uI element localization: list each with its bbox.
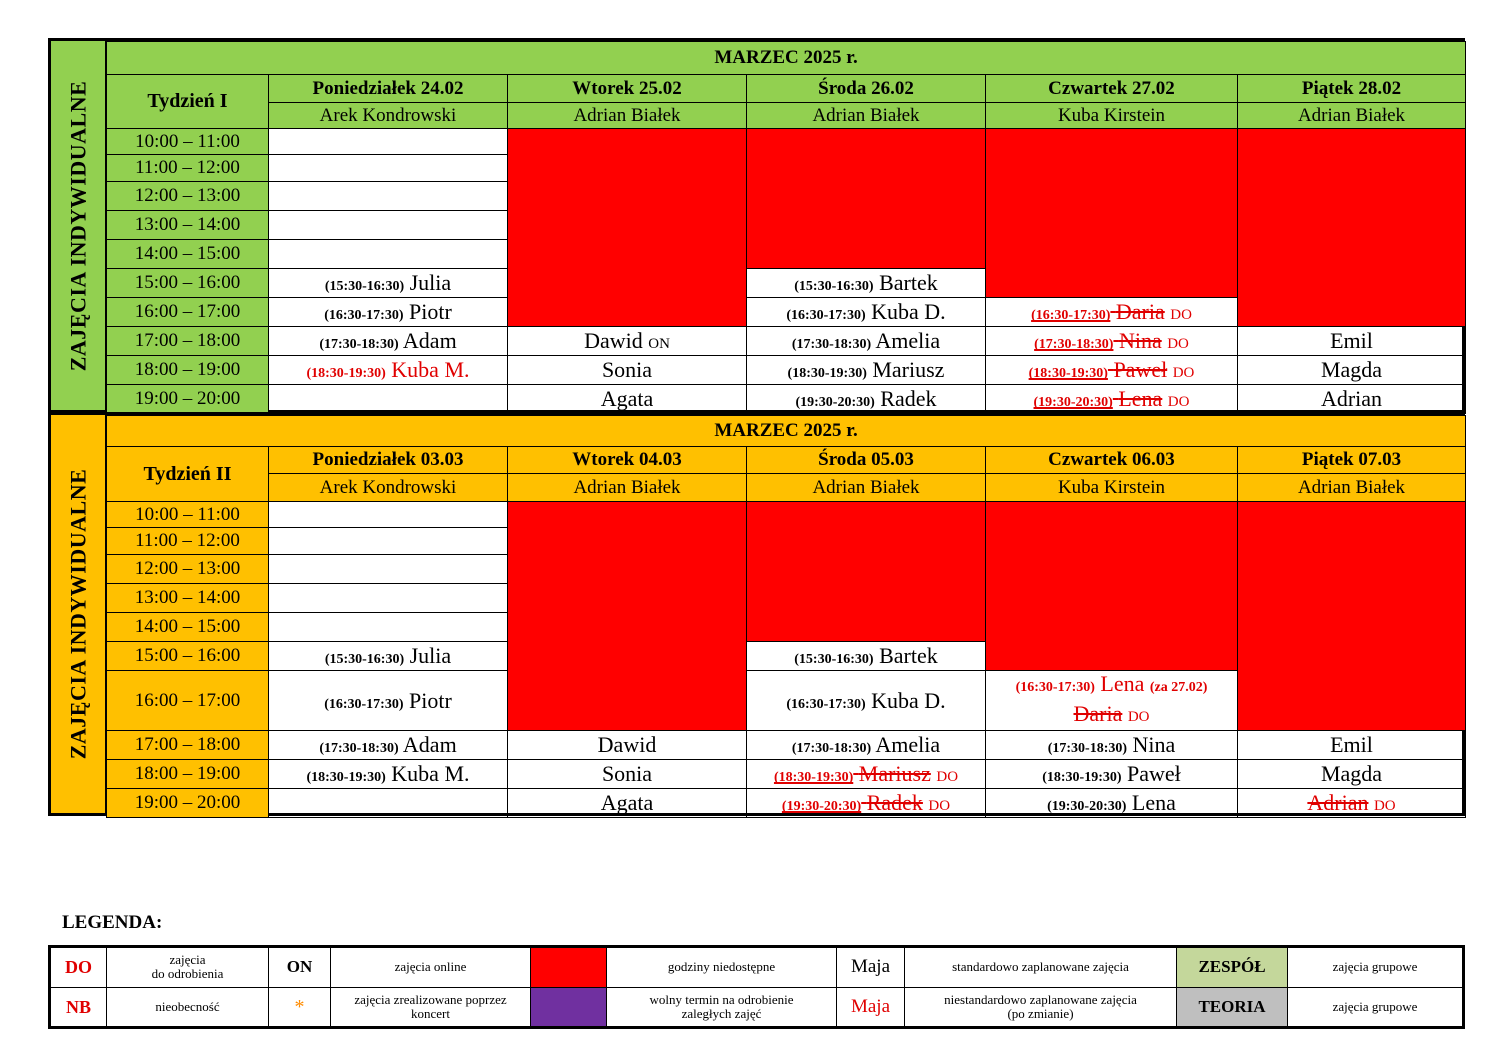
cancelled-lesson-cell: (19:30-20:30) Lena DO	[986, 385, 1238, 414]
lesson-cell: (16:30-17:30) Kuba D.	[747, 671, 986, 731]
teacher-name: Adrian Białek	[1238, 474, 1466, 502]
lesson-cell: (15:30-16:30) Bartek	[747, 269, 986, 298]
unavailable-block	[747, 502, 986, 642]
legend-do-code: DO	[50, 947, 107, 988]
unavailable-block	[1238, 129, 1466, 327]
legend-on-desc: zajęcia online	[331, 947, 531, 988]
lesson-cell: (15:30-16:30) Bartek	[747, 642, 986, 671]
legend-do-desc: zajęcia do odrobienia	[107, 947, 269, 988]
legend-maja-standard: Maja	[837, 947, 905, 988]
time-slot: 10:00 – 11:00	[107, 502, 269, 528]
legend-maja-changed-desc: niestandardowo zaplanowane zajęcia (po zmianie)	[905, 987, 1177, 1028]
time-slot: 13:00 – 14:00	[107, 584, 269, 613]
legend-title: LEGENDA:	[62, 912, 163, 933]
empty-slot	[269, 789, 508, 818]
lesson-cell: (17:30-18:30) Amelia	[747, 327, 986, 356]
lesson-cell: (17:30-18:30) Nina	[986, 731, 1238, 760]
legend-star-icon: *	[269, 987, 331, 1028]
day-header: Poniedziałek 24.02	[269, 75, 508, 103]
week-label: Tydzień I	[107, 75, 269, 129]
month-header: MARZEC 2025 r.	[107, 42, 1466, 75]
day-header: Czwartek 27.02	[986, 75, 1238, 103]
legend-on-code: ON	[269, 947, 331, 988]
teacher-name: Kuba Kirstein	[986, 103, 1238, 129]
legend-maja-changed: Maja	[837, 987, 905, 1028]
empty-slot	[269, 555, 508, 584]
time-slot: 10:00 – 11:00	[107, 129, 269, 155]
time-slot: 12:00 – 13:00	[107, 555, 269, 584]
month-header: MARZEC 2025 r.	[107, 416, 1466, 447]
day-header: Piątek 28.02	[1238, 75, 1466, 103]
empty-slot	[269, 240, 508, 269]
time-slot: 18:00 – 19:00	[107, 356, 269, 385]
unavailable-block	[986, 129, 1238, 298]
empty-slot	[269, 613, 508, 642]
teacher-name: Arek Kondrowski	[269, 103, 508, 129]
time-slot: 17:00 – 18:00	[107, 731, 269, 760]
time-slot: 12:00 – 13:00	[107, 182, 269, 211]
lesson-cell: (16:30-17:30) Piotr	[269, 671, 508, 731]
empty-slot	[269, 182, 508, 211]
week-label: Tydzień II	[107, 447, 269, 502]
legend-unavailable-desc: godziny niedostępne	[607, 947, 837, 988]
lesson-cell: Magda	[1238, 356, 1466, 385]
day-header: Piątek 07.03	[1238, 447, 1466, 474]
lesson-cell: (16:30-17:30) Piotr	[269, 298, 508, 327]
unavailable-block	[508, 129, 747, 327]
legend-table	[48, 945, 1465, 1029]
day-header: Wtorek 04.03	[508, 447, 747, 474]
day-header: Czwartek 06.03	[986, 447, 1238, 474]
empty-slot	[269, 129, 508, 155]
cancelled-lesson-cell: (18:30-19:30) Paweł DO	[986, 356, 1238, 385]
lesson-cell: (18:30-19:30) Kuba M.	[269, 760, 508, 789]
lesson-cell: (18:30-19:30) Paweł	[986, 760, 1238, 789]
day-header: Środa 05.03	[747, 447, 986, 474]
unavailable-block	[508, 502, 747, 731]
lesson-cell: (16:30-17:30) Kuba D.	[747, 298, 986, 327]
lesson-cell: Agata	[508, 385, 747, 414]
lesson-cell: (18:30-19:30) Mariusz	[747, 356, 986, 385]
cancelled-lesson-cell: Adrian DO	[1238, 789, 1466, 818]
legend-teoria-desc: zajęcia grupowe	[1288, 987, 1464, 1028]
schedule-table	[106, 41, 1466, 414]
time-slot: 17:00 – 18:00	[107, 327, 269, 356]
time-slot: 18:00 – 19:00	[107, 760, 269, 789]
lesson-cell: Emil	[1238, 731, 1466, 760]
side-label: ZAJĘCIA INDYWIDUALNE	[51, 415, 106, 813]
legend-free-desc: wolny termin na odrobienie zaległych zajęć	[607, 987, 837, 1028]
lesson-cell: (17:30-18:30) Amelia	[747, 731, 986, 760]
teacher-name: Adrian Białek	[747, 474, 986, 502]
unavailable-block	[747, 129, 986, 269]
legend-nb-desc: nieobecność	[107, 987, 269, 1028]
legend-free-swatch	[531, 987, 607, 1028]
unavailable-block	[986, 502, 1238, 671]
legend-zespol-desc: zajęcia grupowe	[1288, 947, 1464, 988]
changed-lesson-cell: (16:30-17:30) Lena (za 27.02) Daria DO	[986, 671, 1238, 731]
changed-lesson-cell: (18:30-19:30) Kuba M.	[269, 356, 508, 385]
legend-zespol: ZESPÓŁ	[1177, 947, 1288, 988]
lesson-cell: Agata	[508, 789, 747, 818]
teacher-name: Arek Kondrowski	[269, 474, 508, 502]
time-slot: 16:00 – 17:00	[107, 671, 269, 731]
time-slot: 14:00 – 15:00	[107, 613, 269, 642]
schedule-table	[106, 415, 1466, 818]
lesson-cell: Sonia	[508, 760, 747, 789]
time-slot: 11:00 – 12:00	[107, 528, 269, 555]
lesson-cell: Emil	[1238, 327, 1466, 356]
teacher-name: Kuba Kirstein	[986, 474, 1238, 502]
empty-slot	[269, 502, 508, 528]
lesson-cell: (19:30-20:30) Lena	[986, 789, 1238, 818]
lesson-cell: (15:30-16:30) Julia	[269, 269, 508, 298]
time-slot: 19:00 – 20:00	[107, 789, 269, 818]
time-slot: 13:00 – 14:00	[107, 211, 269, 240]
cancelled-lesson-cell: (16:30-17:30) Daria DO	[986, 298, 1238, 327]
time-slot: 15:00 – 16:00	[107, 269, 269, 298]
time-slot: 15:00 – 16:00	[107, 642, 269, 671]
empty-slot	[269, 155, 508, 182]
day-header: Środa 26.02	[747, 75, 986, 103]
empty-slot	[269, 211, 508, 240]
cancelled-lesson-cell: (17:30-18:30) Nina DO	[986, 327, 1238, 356]
day-header: Poniedziałek 03.03	[269, 447, 508, 474]
lesson-cell: Sonia	[508, 356, 747, 385]
legend-star-desc: zajęcia zrealizowane poprzez koncert	[331, 987, 531, 1028]
empty-slot	[269, 385, 508, 414]
empty-slot	[269, 584, 508, 613]
lesson-cell: (19:30-20:30) Radek	[747, 385, 986, 414]
lesson-cell: Magda	[1238, 760, 1466, 789]
legend-unavailable-swatch	[531, 947, 607, 988]
cancelled-lesson-cell: (18:30-19:30) Mariusz DO	[747, 760, 986, 789]
teacher-name: Adrian Białek	[508, 103, 747, 129]
legend-maja-desc: standardowo zaplanowane zajęcia	[905, 947, 1177, 988]
empty-slot	[269, 528, 508, 555]
lesson-cell: Adrian	[1238, 385, 1466, 414]
unavailable-block	[1238, 502, 1466, 731]
week-2-schedule	[48, 412, 1465, 816]
time-slot: 19:00 – 20:00	[107, 385, 269, 414]
legend-nb-code: NB	[50, 987, 107, 1028]
legend-teoria: TEORIA	[1177, 987, 1288, 1028]
day-header: Wtorek 25.02	[508, 75, 747, 103]
time-slot: 11:00 – 12:00	[107, 155, 269, 182]
teacher-name: Adrian Białek	[747, 103, 986, 129]
time-slot: 16:00 – 17:00	[107, 298, 269, 327]
lesson-cell: (17:30-18:30) Adam	[269, 731, 508, 760]
teacher-name: Adrian Białek	[1238, 103, 1466, 129]
lesson-cell: Dawid	[508, 731, 747, 760]
week-1-schedule	[48, 38, 1465, 413]
teacher-name: Adrian Białek	[508, 474, 747, 502]
time-slot: 14:00 – 15:00	[107, 240, 269, 269]
lesson-cell: (17:30-18:30) Adam	[269, 327, 508, 356]
lesson-cell: (15:30-16:30) Julia	[269, 642, 508, 671]
cancelled-lesson-cell: (19:30-20:30) Radek DO	[747, 789, 986, 818]
lesson-cell: Dawid ON	[508, 327, 747, 356]
side-label: ZAJĘCIA INDYWIDUALNE	[51, 41, 106, 410]
